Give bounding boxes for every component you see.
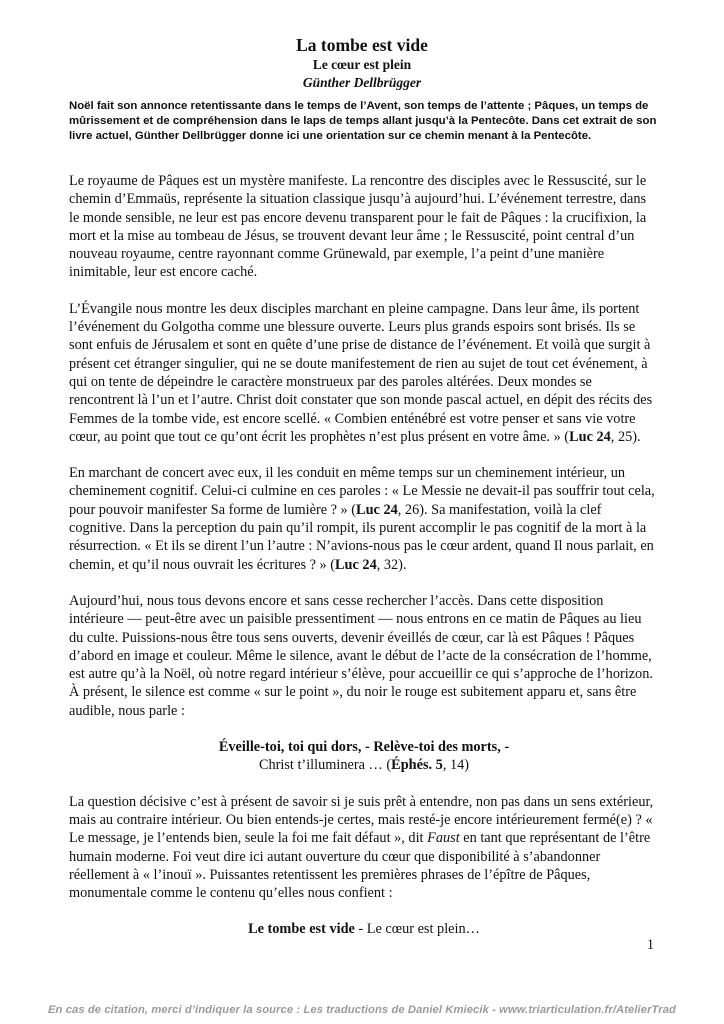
intro-paragraph: Noël fait son annonce retentissante dans le temps de l’Avent, son temps de l’attente ; Pâques, un temps de mûrissement et de compréhension dans le laps de temps allant jusqu’à la Pentecôte. Dans cet extrait de son livre actuel, Günther Dellbrügger donne ici une orientation sur ce chemin menant à la Pentecôte. — [69, 100, 657, 142]
paragraph-5-part-b: en tant que représentant de l’être humain moderne. Foi veut dire ici autant ouverture du cœur que disponibilité à s’abandonner réellement à « l’inouï ». Puissantes retentissent les premières phrases de l’épître de Pâques, monumentale comme le contenu qu’elles nous confient : — [69, 830, 651, 902]
article-body — [69, 172, 659, 939]
paragraph-3-part-a: En marchant de concert avec eux, il les conduit en même temps sur un cheminement intérieur, un cheminement cognitif. Celui-ci culmine en ces paroles : « Le Messie ne devait-il pas souffrir tout cela, pour pouvoir manifester Sa forme de lumière ? » ( — [69, 465, 655, 518]
scripture-quote — [69, 738, 659, 775]
paragraph-1: Le royaume de Pâques est un mystère manifeste. La rencontre des disciples avec le Ressuscité, sur le chemin d’Emmaüs, représente la situation classique jusqu’à aujourd’hui. L’événement terrestre, dans le monde sensible, ne leur est pas encore devenu transparent pour le fait de Pâques : la crucifixion, la mort et la mise au tombeau de Jésus, se trouvent devant leur âme ; le Ressuscité, point central d’un nouveau royaume, centre rayonnant comme Grünewald, par exemple, l’a peint d’une manière inimitable, leur est encore caché. — [69, 173, 647, 281]
bible-reference: Éphés. 5 — [391, 757, 443, 774]
header — [0, 34, 724, 92]
page-subtitle: Le cœur est plein — [312, 57, 412, 72]
paragraph-5 — [69, 793, 659, 903]
closing-rest: - Le cœur est plein… — [354, 921, 480, 938]
faust-title: Faust — [427, 830, 460, 847]
page-title: La tombe est vide — [296, 35, 428, 55]
quote-line-2-text: Christ t’illuminera … ( — [258, 757, 392, 774]
author-name: Günther Dellbrügger — [302, 75, 422, 90]
paragraph-5-part-a: La question décisive c’est à présent de savoir si je suis prêt à entendre, non pas dans un sens extérieur, mais au contraire intérieur. Ou bien entends-je certes, mais resté-je encore intérieurement fermé(e) ? « Le message, je l’entends bien, seule la foi me fait défaut », dit — [69, 793, 654, 847]
paragraph-3 — [69, 464, 659, 574]
paragraph-2 — [69, 300, 659, 446]
closing-bold: Le tombe est vide — [248, 921, 355, 938]
bible-reference: Luc 24 — [335, 556, 377, 573]
bible-reference: Luc 24 — [569, 428, 611, 445]
quote-line-1-text: Éveille-toi, toi qui dors, - Relève-toi des morts, - — [218, 739, 510, 756]
paragraph-3-part-b: , 26). Sa manifestation, voilà la clef cognitive. Dans la perception du pain qu’il rompit, ils purent accomplir le pas cognitif de la mort à la résurrection. « Et ils se dirent l’un l’autre : N’avions-nous pas le cœur ardent, quand Il nous parlait, en chemin, et qu’il nous ouvrait les écritures ? » ( — [69, 501, 654, 573]
closing-line — [69, 920, 659, 938]
quote-line-2 — [69, 756, 659, 774]
bible-reference: Luc 24 — [356, 501, 398, 518]
paragraph-4: Aujourd’hui, nous tous devons encore et sans cesse rechercher l’accès. Dans cette disposition intérieure — peut-être avec un paisible pressentiment — nous entrons en ce matin de Pâques au lieu du culte. Puissions-nous être tous sens ouverts, devenir éveillés de cœur, car là est Pâques ! Pâques d’abord en image et couleur. Même le silence, avant le début de l’acte de la consécration de l’homme, est autre qu’à la Noël, où notre regard intérieur s’élève, pour accueillir ce qui s’approche de l’horizon. À présent, le silence est comme « sur le point », du noir le rouge est subitement apparu et, sans être audible, nous parle : — [69, 592, 653, 719]
paragraph-3-part-c: , 32). — [376, 556, 407, 573]
quote-line-1 — [69, 738, 659, 756]
paragraph-2-text: L’Évangile nous montre les deux disciples marchant en pleine campagne. Dans leur âme, ils portent l’événement du Golgotha comme une blessure ouverte. Leurs plus grands espoirs sont brisés. Ils se sont enfuis de Jérusalem et sont en quête d’une prise de distance de l’événement. Et voilà que surgit à présent cet étranger singulier, qui ne se doute manifestement de rien au sujet de tout cet événement, à qui on tente de dépeindre le caractère monstrueux par des paroles altérées. Deux mondes se rencontrent là l’un et l’autre. Christ doit constater que son monde pascal actuel, en dépit des récits des Femmes de la tombe vide, est encore scellé. « Combien enténébré est votre penser et sans vie votre cœur, au point que tout ce qu’ont écrit les prophètes n’est plus présent en votre âme. » ( — [69, 300, 653, 445]
paragraph-2-end: , 25). — [610, 428, 641, 445]
footer-citation: En cas de citation, merci d’indiquer la source : Les traductions de Daniel Kmiecik - www.triarticulation.fr/AtelierTrad — [48, 1004, 676, 1016]
quote-line-2-end: , 14) — [442, 757, 470, 774]
page-number: 1 — [646, 937, 654, 953]
